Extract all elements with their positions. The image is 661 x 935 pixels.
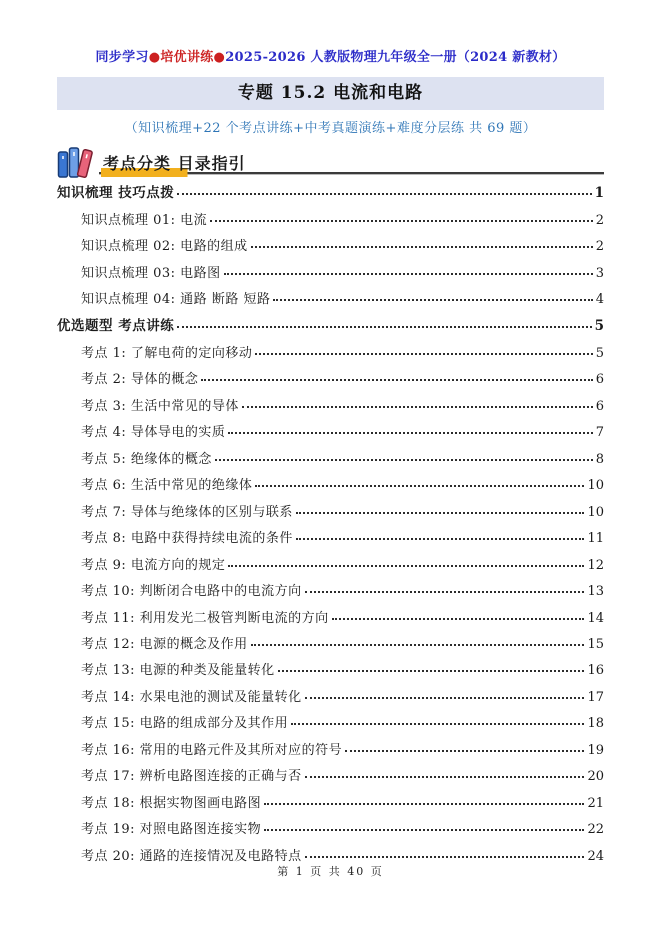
header-bullet-2: ● — [213, 50, 226, 65]
toc-page-number: 2 — [595, 239, 604, 255]
toc-entry[interactable] — [57, 479, 604, 492]
toc-entry-label: 知识梳理 技巧点拨 — [57, 185, 175, 201]
header-series-name: 同步学习 — [95, 50, 149, 65]
toc-page-number: 2 — [595, 212, 604, 228]
toc-entry[interactable] — [57, 506, 604, 519]
toc-entry[interactable] — [57, 850, 604, 863]
toc-leader-dots — [278, 670, 585, 672]
toc-entry-label: 考点 15: 电路的组成部分及其作用 — [81, 716, 289, 732]
toc-page-number: 7 — [595, 425, 604, 441]
toc-entry-label: 知识点梳理 04: 通路 断路 短路 — [81, 292, 271, 308]
toc-page-number: 17 — [587, 689, 604, 705]
toc-leader-dots — [273, 299, 592, 301]
toc-page-number: 20 — [587, 769, 604, 785]
toc-page-number: 21 — [587, 795, 604, 811]
toc-entry[interactable] — [57, 293, 604, 306]
toc-leader-dots — [201, 379, 592, 381]
toc-entry-label: 考点 2: 导体的概念 — [81, 372, 199, 388]
toc-entry-label: 考点 19: 对照电路图连接实物 — [81, 822, 262, 838]
toc-entry[interactable] — [57, 317, 604, 334]
toc-entry-label: 考点 16: 常用的电路元件及其所对应的符号 — [81, 742, 343, 758]
toc-entry[interactable] — [57, 823, 604, 836]
toc-leader-dots — [210, 220, 593, 222]
toc-entry[interactable] — [57, 797, 604, 810]
header-edition-text: 2025-2026 人教版物理九年级全一册（2024 新教材） — [225, 50, 566, 65]
toc-leader-dots — [332, 618, 585, 620]
chapter-subtitle: （知识梳理+22 个考点讲练+中考真题演练+难度分层练 共 69 题） — [124, 121, 537, 136]
toc-entry[interactable] — [57, 585, 604, 598]
toc-entry[interactable] — [57, 214, 604, 227]
toc-entry-label: 考点 17: 辨析电路图连接的正确与否 — [81, 769, 302, 785]
toc-entry-label: 考点 20: 通路的连接情况及电路特点 — [81, 848, 302, 864]
toc-entry-label: 考点 5: 绝缘体的概念 — [81, 451, 212, 467]
chapter-title-bar — [57, 77, 604, 110]
toc-page-number: 16 — [587, 663, 604, 679]
toc-page-number: 11 — [587, 531, 604, 547]
header-bullet-1: ● — [148, 50, 161, 65]
table-of-contents — [57, 187, 604, 863]
document-running-header — [57, 46, 604, 65]
toc-entry[interactable] — [57, 559, 604, 572]
toc-leader-dots — [224, 273, 593, 275]
toc-entry[interactable] — [57, 638, 604, 651]
books-icon — [57, 147, 97, 178]
page-number-footer: 第 1 页 共 40 页 — [277, 865, 384, 878]
toc-page-number: 15 — [587, 636, 604, 652]
toc-leader-dots — [296, 538, 585, 540]
toc-entry-label: 考点 12: 电源的概念及作用 — [81, 636, 248, 652]
toc-leader-dots — [291, 723, 584, 725]
toc-section-title: 考点分类 目录指引 — [101, 151, 250, 177]
header-series-sub: 培优讲练 — [160, 50, 214, 65]
toc-leader-dots — [228, 565, 584, 567]
toc-page-number: 8 — [595, 451, 604, 467]
toc-page-number: 24 — [587, 848, 604, 864]
toc-entry[interactable] — [57, 744, 604, 757]
toc-leader-dots — [264, 803, 584, 805]
toc-page-number: 5 — [594, 317, 604, 334]
toc-leader-dots — [215, 459, 593, 461]
toc-entry-label: 知识点梳理 03: 电路图 — [81, 265, 221, 281]
toc-entry[interactable] — [57, 612, 604, 625]
toc-leader-dots — [305, 856, 585, 858]
toc-page-number: 10 — [587, 504, 604, 520]
toc-leader-dots — [264, 829, 584, 831]
toc-page-number: 22 — [587, 822, 604, 838]
toc-page-number: 6 — [595, 398, 604, 414]
toc-entry-label: 考点 10: 判断闭合电路中的电流方向 — [81, 584, 302, 600]
toc-entry[interactable] — [57, 187, 604, 201]
toc-leader-dots — [296, 512, 585, 514]
toc-entry-label: 考点 6: 生活中常见的绝缘体 — [81, 478, 253, 494]
toc-page-number: 13 — [587, 584, 604, 600]
toc-entry[interactable] — [57, 691, 604, 704]
toc-page-number: 6 — [595, 372, 604, 388]
toc-entry-label: 优选题型 考点讲练 — [57, 317, 175, 334]
toc-entry[interactable] — [57, 400, 604, 413]
toc-leader-dots — [255, 485, 584, 487]
toc-entry-label: 考点 11: 利用发光二极管判断电流的方向 — [81, 610, 329, 626]
toc-entry[interactable] — [57, 426, 604, 439]
toc-page-number: 19 — [587, 742, 604, 758]
toc-page-number: 4 — [595, 292, 604, 308]
toc-entry-label: 考点 4: 导体导电的实质 — [81, 425, 226, 441]
toc-entry-label: 考点 14: 水果电池的测试及能量转化 — [81, 689, 302, 705]
toc-leader-dots — [242, 406, 593, 408]
toc-section-header — [57, 146, 604, 178]
toc-entry[interactable] — [57, 347, 604, 360]
toc-leader-dots — [177, 193, 591, 195]
toc-entry[interactable] — [57, 717, 604, 730]
toc-entry[interactable] — [57, 267, 604, 280]
toc-page-number: 5 — [595, 345, 604, 361]
toc-entry[interactable] — [57, 240, 604, 253]
toc-entry-label: 考点 1: 了解电荷的定向移动 — [81, 345, 253, 361]
toc-leader-dots — [305, 776, 585, 778]
toc-entry-label: 知识点梳理 02: 电路的组成 — [81, 239, 248, 255]
toc-entry-label: 考点 13: 电源的种类及能量转化 — [81, 663, 275, 679]
toc-leader-dots — [251, 644, 585, 646]
toc-entry-label: 考点 9: 电流方向的规定 — [81, 557, 226, 573]
toc-entry[interactable] — [57, 770, 604, 783]
toc-leader-dots — [255, 353, 592, 355]
toc-entry[interactable] — [57, 664, 604, 677]
toc-leader-dots — [305, 697, 585, 699]
toc-entry-label: 知识点梳理 01: 电流 — [81, 212, 208, 228]
toc-entry-label: 考点 3: 生活中常见的导体 — [81, 398, 239, 414]
toc-entry[interactable] — [57, 532, 604, 545]
toc-page-number: 14 — [587, 610, 604, 626]
toc-page-number: 18 — [587, 716, 604, 732]
toc-page-number: 3 — [595, 265, 604, 281]
toc-entry[interactable] — [57, 373, 604, 386]
toc-entry-label: 考点 7: 导体与绝缘体的区别与联系 — [81, 504, 293, 520]
toc-leader-dots — [177, 326, 591, 328]
toc-page-number: 12 — [587, 557, 604, 573]
toc-leader-dots — [345, 750, 584, 752]
toc-entry-label: 考点 18: 根据实物图画电路图 — [81, 795, 262, 811]
toc-leader-dots — [251, 246, 593, 248]
toc-entry-label: 考点 8: 电路中获得持续电流的条件 — [81, 531, 293, 547]
toc-entry[interactable] — [57, 453, 604, 466]
toc-leader-dots — [228, 432, 592, 434]
chapter-title: 专题 15.2 电流和电路 — [237, 83, 424, 103]
toc-page-number: 1 — [594, 185, 604, 201]
toc-page-number: 10 — [587, 478, 604, 494]
toc-leader-dots — [305, 591, 585, 593]
